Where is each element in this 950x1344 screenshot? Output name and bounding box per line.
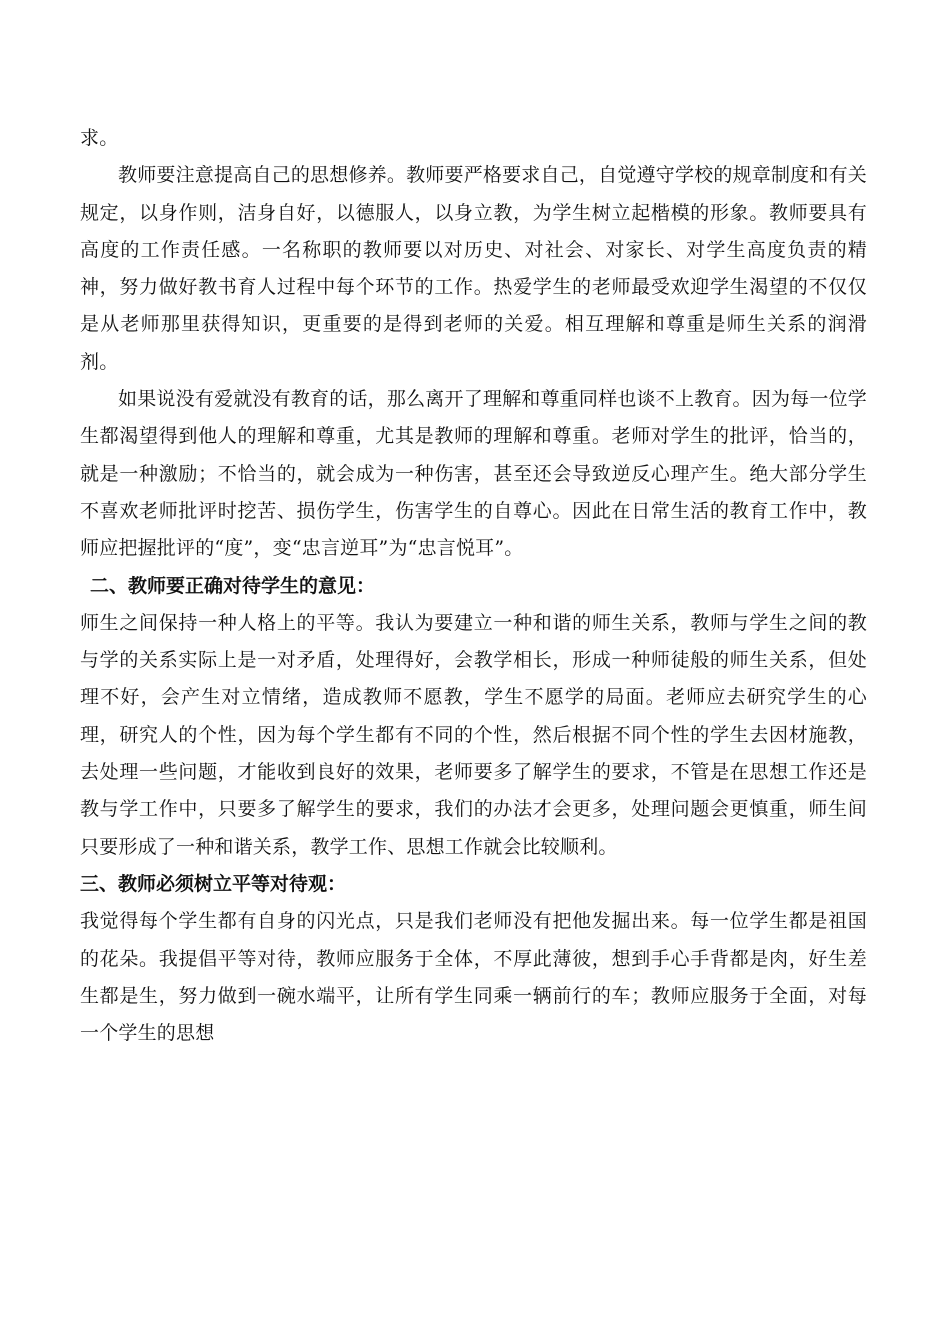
section-body-2: 师生之间保持一种人格上的平等。我认为要建立一种和谐的师生关系，教师与学生之间的教与学的关系实际上是一对矛盾，处理得好，会教学相长，形成一种师徒般的师生关系，但处理不好，会产生对立情绪，造成教师不愿教，学生不愿学的局面。老师应去研究学生的心理，研究人的个性，因为每个学生都有不同的个性，然后根据不同个性的学生去因材施教，去处理一些问题，才能收到良好的效果，老师要多了解学生的要求，不管是在思想工作还是教与学工作中，只要多了解学生的要求，我们的办法才会更多，处理问题会更慎重，师生间只要形成了一种和谐关系，教学工作、思想工作就会比较顺利。 <box>80 611 867 858</box>
paragraph-understanding-respect: 如果说没有爱就没有教育的话，那么离开了理解和尊重同样也谈不上教育。因为每一位学生都渴望得到他人的理解和尊重，尤其是教师的理解和尊重。老师对学生的批评，恰当的，就是一种激励；不恰当的，就会成为一种伤害，甚至还会导致逆反心理产生。绝大部分学生不喜欢老师批评时挖苦、损伤学生，伤害学生的自尊心。因此在日常生活的教育工作中，教师应把握批评的“度”，变“忠言逆耳”为“忠言悦耳”。 <box>80 388 867 560</box>
section-body-3: 我觉得每个学生都有自身的闪光点，只是我们老师没有把他发掘出来。每一位学生都是祖国的花朵。我提倡平等对待，教师应服务于全体，不厚此薄彼，想到手心手背都是肉，好生差生都是生，努力做到一碗水端平，让所有学生同乘一辆前行的车；教师应服务于全面，对每一个学生的思想 <box>80 910 867 1045</box>
section-heading-3: 三、教师必须树立平等对待观： <box>80 872 347 895</box>
paragraph-continuation: 求。 <box>80 127 119 149</box>
document-body <box>80 120 867 1052</box>
section-heading-2: 二、教师要正确对待学生的意见： <box>90 574 376 597</box>
paragraph-teacher-cultivation: 教师要注意提高自己的思想修养。教师要严格要求自己，自觉遵守学校的规章制度和有关规定，以身作则，洁身自好，以德服人，以身立教，为学生树立起楷模的形象。教师要具有高度的工作责任感。一名称职的教师要以对历史、对社会、对家长、对学生高度负责的精神，努力做好教书育人过程中每个环节的工作。热爱学生的老师最受欢迎学生渴望的不仅仅是从老师那里获得知识，更重要的是得到老师的关爱。相互理解和尊重是师生关系的润滑剂。 <box>80 164 867 373</box>
